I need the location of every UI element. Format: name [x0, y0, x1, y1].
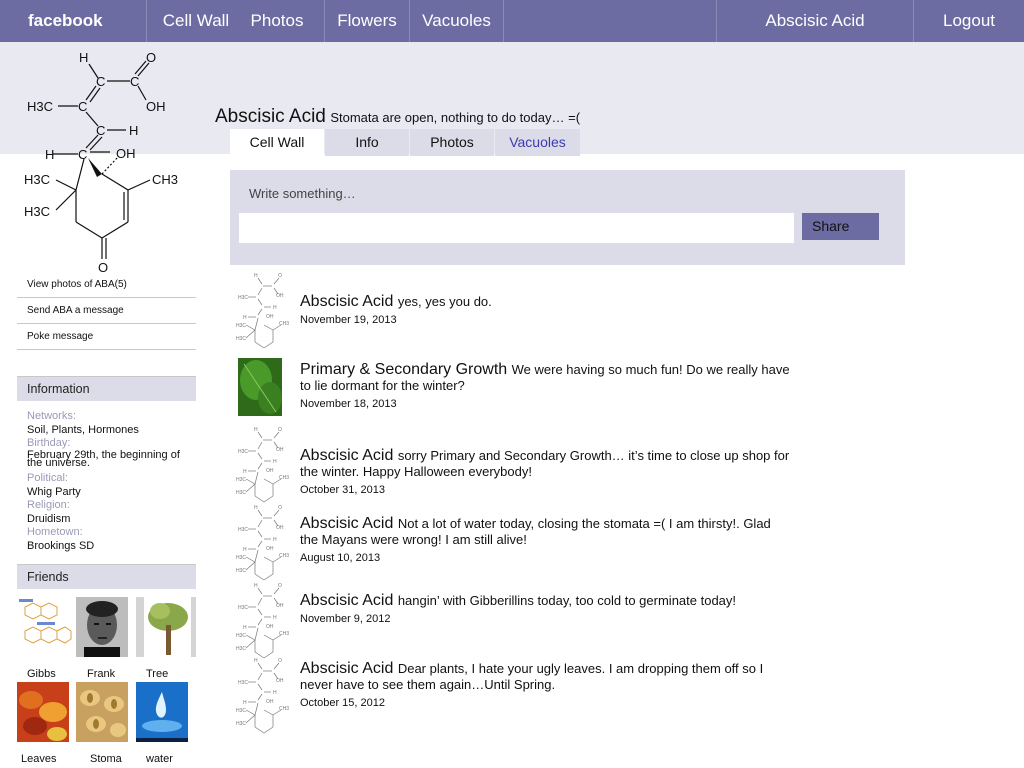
nav-item-cell-wall[interactable]: Cell Wall	[162, 11, 230, 30]
svg-text:CH3: CH3	[279, 475, 290, 481]
atom-label: C	[78, 99, 88, 114]
tab-cell-wall[interactable]: Cell Wall	[230, 129, 324, 156]
tab-photos[interactable]: Photos	[410, 129, 494, 156]
svg-text:OH: OH	[266, 699, 274, 705]
abscisic-acid-molecule-icon[interactable]	[18, 44, 178, 276]
atom-label: OH	[146, 99, 166, 114]
nav-divider	[146, 0, 147, 42]
info-value-hometown: Brookings SD	[27, 540, 95, 552]
svg-text:H3C: H3C	[236, 646, 247, 652]
molecule-avatar-icon[interactable]	[236, 502, 290, 580]
wall-post	[300, 362, 790, 412]
atom-label: C	[130, 74, 140, 89]
svg-text:CH3: CH3	[279, 553, 290, 559]
atom-label: C	[96, 123, 106, 138]
svg-text:H3C: H3C	[238, 295, 249, 301]
svg-text:H: H	[254, 658, 258, 664]
svg-text:H: H	[273, 459, 277, 465]
atom-label: H	[45, 147, 55, 162]
nav-user-profile[interactable]: Abscisic Acid	[765, 11, 865, 30]
nav-item-photos[interactable]: Photos	[250, 11, 304, 30]
post-text: Dear plants, I hate your ugly leaves. I am dropping them off so I never have to see them again…Until Spring.	[300, 661, 764, 692]
wall-post	[300, 516, 790, 566]
svg-text:H: H	[243, 547, 247, 553]
friend-name[interactable]: Frank	[87, 668, 116, 680]
svg-text:H: H	[254, 505, 258, 511]
svg-text:O: O	[278, 273, 282, 279]
post-author[interactable]: Primary & Secondary Growth	[300, 361, 508, 378]
portrait-photo-icon	[76, 597, 128, 657]
svg-text:H: H	[243, 469, 247, 475]
status-input[interactable]	[239, 213, 794, 243]
info-label-hometown: Hometown:	[27, 526, 83, 538]
post-date[interactable]: October 31, 2013	[300, 484, 386, 496]
facebook-logo[interactable]: facebook	[28, 11, 103, 30]
friend-name[interactable]: water	[146, 753, 173, 765]
svg-text:H: H	[273, 537, 277, 543]
svg-text:H3C: H3C	[238, 680, 249, 686]
water-drop-photo-icon	[136, 682, 188, 742]
atom-label: H	[79, 50, 89, 65]
svg-text:H3C: H3C	[236, 323, 247, 329]
svg-text:H3C: H3C	[238, 605, 249, 611]
molecule-avatar-icon[interactable]	[236, 655, 290, 733]
info-value-networks: Soil, Plants, Hormones	[27, 424, 139, 436]
post-text: hangin’ with Gibberillins today, too cold to germinate today!	[397, 593, 737, 608]
atom-label: CH3	[152, 172, 179, 187]
atom-label: H3C	[24, 204, 51, 219]
post-date[interactable]: November 19, 2013	[300, 314, 397, 326]
svg-text:OH: OH	[276, 603, 284, 609]
svg-text:OH: OH	[266, 624, 274, 630]
molecule-avatar-icon[interactable]	[236, 580, 290, 658]
atom-label: O	[98, 260, 109, 275]
svg-text:H3C: H3C	[236, 490, 247, 496]
svg-text:H: H	[243, 315, 247, 321]
gibberellin-molecules-icon	[17, 597, 73, 657]
atom-label: H	[129, 123, 139, 138]
friend-tree[interactable]	[136, 597, 196, 680]
svg-text:OH: OH	[266, 468, 274, 474]
svg-text:CH3: CH3	[279, 631, 290, 637]
wall-post	[300, 593, 790, 627]
tab-vacuoles[interactable]: Vacuoles	[495, 129, 580, 156]
nav-divider	[503, 0, 504, 42]
svg-text:OH: OH	[276, 293, 284, 299]
friend-water[interactable]	[136, 682, 196, 765]
information-header: Information	[17, 376, 196, 401]
stoma-cells-photo-icon	[76, 682, 128, 742]
svg-text:H: H	[254, 427, 258, 433]
info-label-political: Political:	[27, 472, 68, 484]
svg-text:OH: OH	[276, 447, 284, 453]
atom-label: OH	[116, 146, 136, 161]
friend-stoma[interactable]	[76, 682, 136, 765]
svg-text:H3C: H3C	[238, 449, 249, 455]
atom-label: O	[146, 50, 157, 65]
svg-text:H3C: H3C	[236, 336, 247, 342]
svg-text:H3C: H3C	[236, 708, 247, 714]
post-text: We were having so much fun! Do we really have to lie dormant for the winter?	[300, 362, 790, 393]
info-value-religion: Druidism	[27, 513, 71, 525]
composer-label: Write something…	[249, 186, 356, 201]
friend-leaves[interactable]	[17, 682, 77, 765]
post-date[interactable]: November 9, 2012	[300, 613, 391, 625]
atom-label: H3C	[24, 172, 51, 187]
svg-text:CH3: CH3	[279, 706, 290, 712]
post-author[interactable]: Abscisic Acid	[300, 515, 394, 532]
post-date[interactable]: November 18, 2013	[300, 398, 397, 410]
autumn-leaves-photo-icon	[17, 682, 69, 742]
friend-name[interactable]: Tree	[146, 668, 169, 680]
profile-title	[215, 106, 580, 128]
svg-text:H3C: H3C	[238, 527, 249, 533]
svg-text:OH: OH	[276, 678, 284, 684]
svg-text:H3C: H3C	[236, 555, 247, 561]
svg-text:H: H	[254, 273, 258, 279]
friend-gibbs[interactable]	[17, 597, 77, 680]
info-label-birthday: Birthday:	[27, 437, 71, 449]
post-text: yes, yes you do.	[397, 294, 492, 309]
logout-button[interactable]: Logout	[943, 11, 995, 30]
post-date[interactable]: August 10, 2013	[300, 552, 381, 564]
svg-text:H: H	[273, 615, 277, 621]
tree-photo-icon	[136, 597, 196, 657]
post-author[interactable]: Abscisic Acid	[300, 293, 394, 310]
friend-name[interactable]: Gibbs	[27, 668, 56, 680]
svg-text:O: O	[278, 427, 282, 433]
info-label-networks: Networks:	[27, 410, 76, 422]
svg-text:H: H	[243, 700, 247, 706]
svg-text:H: H	[273, 690, 277, 696]
wall-post	[300, 448, 790, 498]
svg-text:CH3: CH3	[279, 321, 290, 327]
post-date[interactable]: October 15, 2012	[300, 697, 386, 709]
friend-name[interactable]: Leaves	[21, 753, 57, 765]
wall-post	[300, 661, 790, 711]
post-text: Not a lot of water today, closing the stomata =( I am thirsty!. Glad the Mayans were wrong! I am still alive!	[300, 516, 771, 547]
atom-label: H3C	[27, 99, 54, 114]
send-message-link[interactable]: Send ABA a message	[17, 298, 196, 324]
svg-text:H3C: H3C	[236, 568, 247, 574]
post-author[interactable]: Abscisic Acid	[300, 660, 394, 677]
friends-header: Friends	[17, 564, 196, 589]
profile-name[interactable]: Abscisic Acid	[215, 106, 326, 127]
info-value-political: Whig Party	[27, 486, 81, 498]
molecule-avatar-icon[interactable]	[236, 424, 290, 502]
nav-item-flowers[interactable]: Flowers	[337, 11, 397, 30]
friend-name[interactable]: Stoma	[90, 753, 122, 765]
svg-text:H3C: H3C	[236, 633, 247, 639]
nav-item-vacuoles[interactable]: Vacuoles	[422, 11, 491, 30]
poke-link[interactable]: Poke message	[17, 324, 196, 350]
svg-text:O: O	[278, 583, 282, 589]
svg-text:H3C: H3C	[236, 477, 247, 483]
info-label-religion: Religion:	[27, 499, 70, 511]
view-photos-link[interactable]: View photos of ABA(5)	[17, 272, 196, 298]
svg-text:OH: OH	[276, 525, 284, 531]
atom-label: C	[96, 74, 106, 89]
info-value-birthday: February 29th, the beginning of the universe.	[27, 449, 180, 469]
post-author[interactable]: Abscisic Acid	[300, 592, 394, 609]
svg-text:O: O	[278, 505, 282, 511]
svg-text:OH: OH	[266, 314, 274, 320]
svg-text:OH: OH	[266, 546, 274, 552]
status-composer	[230, 170, 905, 265]
atom-label: C	[78, 147, 88, 162]
svg-text:H: H	[273, 305, 277, 311]
post-text: sorry Primary and Secondary Growth… it’s time to close up shop for the winter. Happy Halloween everybody!	[300, 448, 790, 479]
svg-text:H: H	[243, 625, 247, 631]
post-author[interactable]: Abscisic Acid	[300, 447, 394, 464]
share-button[interactable]: Share	[802, 213, 879, 240]
profile-status: Stomata are open, nothing to do today… =(	[330, 110, 581, 125]
friend-frank[interactable]	[76, 597, 136, 680]
svg-text:O: O	[278, 658, 282, 664]
svg-text:H: H	[254, 583, 258, 589]
molecule-avatar-icon[interactable]	[236, 270, 290, 348]
tab-info[interactable]: Info	[325, 129, 409, 156]
top-nav-bar	[0, 0, 1024, 42]
svg-text:H3C: H3C	[236, 721, 247, 727]
wall-post	[300, 294, 790, 328]
